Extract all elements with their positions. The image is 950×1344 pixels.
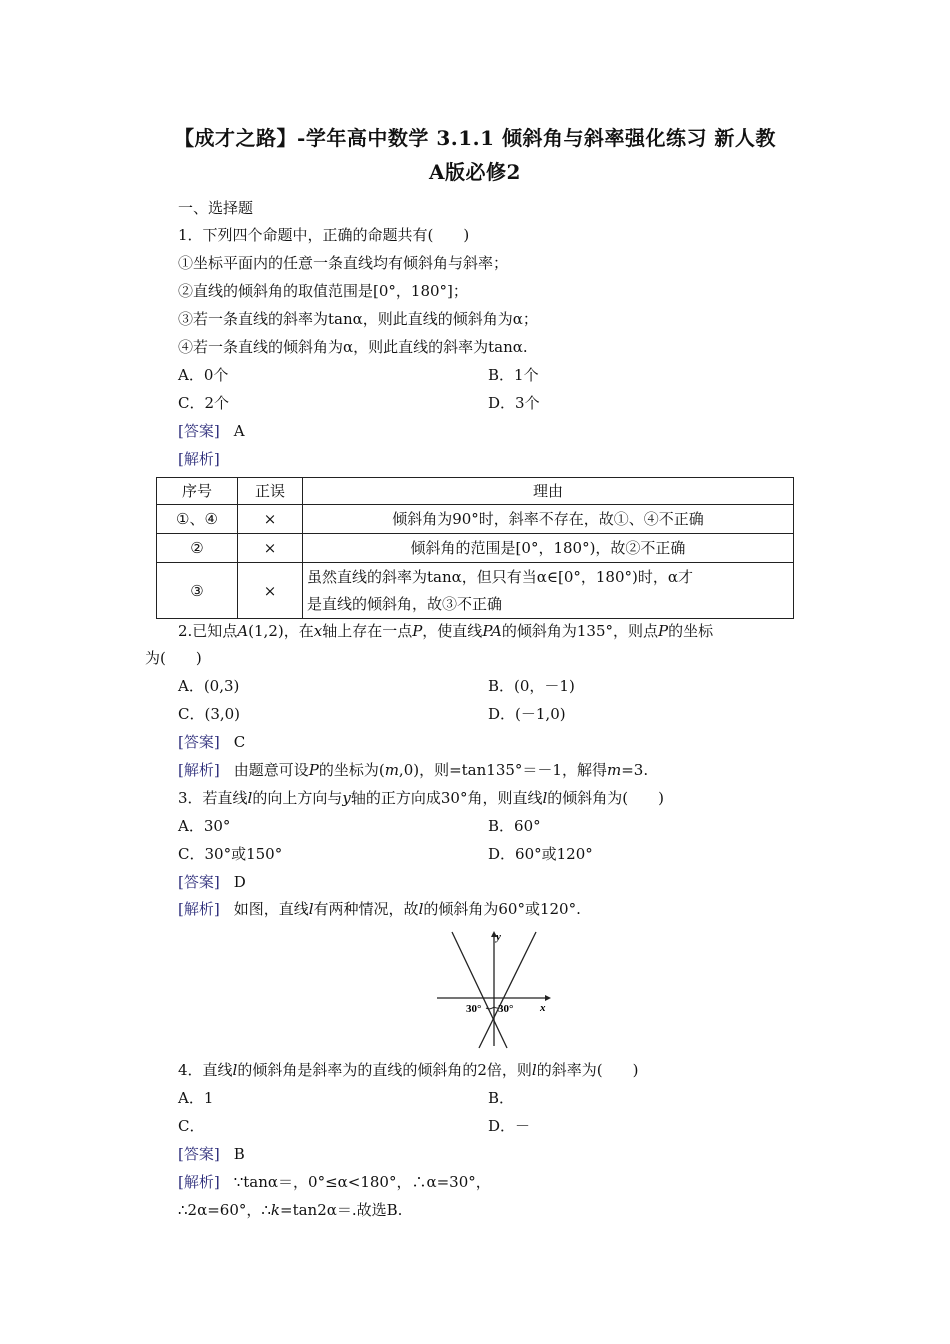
angle-label-right: 30° bbox=[498, 1003, 514, 1015]
table-row bbox=[157, 505, 794, 534]
text: m bbox=[606, 761, 622, 779]
q3-stem bbox=[178, 788, 664, 808]
text: x bbox=[313, 622, 323, 640]
text: 有两种情况，故 bbox=[313, 900, 419, 918]
x-axis-arrow bbox=[545, 995, 551, 1001]
analysis-label: [解析] bbox=[178, 900, 220, 918]
text: k bbox=[270, 1201, 281, 1219]
text: l bbox=[247, 789, 253, 807]
table-cell: ③ bbox=[157, 563, 238, 619]
q2-option-d: D．(－1,0) bbox=[488, 705, 566, 723]
q1-analysis-table bbox=[156, 477, 794, 619]
text: P bbox=[308, 761, 319, 779]
text: ∵tanα＝，0°≤α<180°，∴α=30°， bbox=[233, 1173, 491, 1191]
text: 的斜率为( ) bbox=[536, 1061, 639, 1079]
q3-figure bbox=[432, 928, 552, 1050]
q1-analysis-label bbox=[178, 449, 220, 469]
text: PA bbox=[482, 622, 502, 640]
table-cell-line: 虽然直线的斜率为tanα，但只有当α∈[0°，180°)时，α才 bbox=[307, 567, 694, 586]
table-row bbox=[157, 563, 794, 619]
q3-option-b: B．60° bbox=[488, 817, 541, 835]
text: P bbox=[412, 622, 423, 640]
q2-option-b: B．(0，－1) bbox=[488, 677, 575, 695]
table-cell: 倾斜角的范围是[0°，180°)，故②不正确 bbox=[303, 534, 794, 563]
text: (1,2)，在 bbox=[248, 622, 314, 640]
q4-stem bbox=[178, 1060, 638, 1080]
q1-option-c: C．2个 bbox=[178, 394, 230, 412]
text: 的坐标 bbox=[668, 622, 714, 640]
answer-label: [答案] bbox=[178, 873, 220, 891]
q2-stem-cont: 为( ) bbox=[145, 649, 202, 667]
q4-option-d: D．－ bbox=[488, 1117, 531, 1135]
title-line-1: 【成才之路】-学年高中数学 3.1.1 倾斜角与斜率强化练习 新人教 bbox=[174, 126, 776, 150]
q1-option-a: A．0个 bbox=[178, 366, 229, 384]
analysis-label: [解析] bbox=[178, 761, 220, 779]
q3-option-d: D．60°或120° bbox=[488, 845, 593, 863]
text: l bbox=[542, 789, 548, 807]
text: 3．若直线 bbox=[178, 789, 248, 807]
q1-prop-3: ③若一条直线的斜率为tanα，则此直线的倾斜角为α； bbox=[178, 310, 538, 328]
q2-option-a: A．(0,3) bbox=[178, 677, 240, 695]
text: 4．直线 bbox=[178, 1061, 233, 1079]
text: 轴上存在一点 bbox=[322, 622, 413, 640]
answer-label: [答案] bbox=[178, 733, 220, 751]
table-cell: 倾斜角为90°时，斜率不存在，故①、④不正确 bbox=[303, 505, 794, 534]
table-header: 正误 bbox=[238, 478, 303, 505]
angle-label-left: 30° bbox=[466, 1003, 482, 1015]
text: 的倾斜角为135°，则点 bbox=[501, 622, 659, 640]
table-cell: ①、④ bbox=[157, 505, 238, 534]
q4-answer bbox=[178, 1144, 245, 1164]
table-header: 理由 bbox=[303, 478, 794, 505]
table-cell-line: 是直线的倾斜角，故③不正确 bbox=[307, 594, 503, 613]
q1-prop-1: ①坐标平面内的任意一条直线均有倾斜角与斜率； bbox=[178, 254, 509, 272]
line-l-option-1 bbox=[452, 932, 507, 1048]
title-line-2: A版必修2 bbox=[429, 160, 521, 184]
q1-prop-4: ④若一条直线的倾斜角为α，则此直线的斜率为tanα. bbox=[178, 338, 528, 356]
q4-option-c: C． bbox=[178, 1117, 205, 1135]
line-l-option-2 bbox=[479, 932, 536, 1048]
text: A bbox=[237, 622, 249, 640]
text: 的坐标为( bbox=[318, 761, 385, 779]
q4-analysis-cont bbox=[178, 1200, 402, 1220]
q4-option-b: B． bbox=[488, 1089, 515, 1107]
answer-label: [答案] bbox=[178, 422, 220, 440]
table-cell: × bbox=[238, 505, 303, 534]
text: 2.已知点 bbox=[178, 622, 238, 640]
section-heading: 一、选择题 bbox=[178, 199, 254, 217]
q2-analysis bbox=[178, 760, 648, 780]
text: =3. bbox=[621, 761, 649, 779]
q1-stem: 1．下列四个命题中，正确的命题共有( ) bbox=[178, 226, 470, 244]
table-header: 序号 bbox=[157, 478, 238, 505]
text: ,0)，则=tan135°＝－1，解得 bbox=[398, 761, 607, 779]
text: 如图，直线 bbox=[233, 900, 309, 918]
q3-analysis bbox=[178, 899, 581, 919]
table-cell bbox=[303, 563, 794, 619]
table-row bbox=[157, 534, 794, 563]
q1-answer bbox=[178, 421, 245, 441]
text: l bbox=[232, 1061, 238, 1079]
text: ，使直线 bbox=[422, 622, 483, 640]
text: =tan2α＝.故选B. bbox=[280, 1201, 403, 1219]
answer-value: A bbox=[233, 422, 245, 440]
text: l bbox=[308, 900, 314, 918]
text: 的倾斜角为60°或120°. bbox=[423, 900, 581, 918]
text: y bbox=[342, 789, 351, 807]
analysis-label: [解析] bbox=[178, 1173, 220, 1191]
q2-stem bbox=[178, 621, 713, 641]
page-title bbox=[120, 121, 830, 189]
text: 的倾斜角为( ) bbox=[547, 789, 664, 807]
answer-value: D bbox=[233, 873, 246, 891]
text: 的向上方向与 bbox=[252, 789, 343, 807]
table-cell: × bbox=[238, 563, 303, 619]
q1-option-d: D．3个 bbox=[488, 394, 540, 412]
table-cell: × bbox=[238, 534, 303, 563]
text: l bbox=[418, 900, 424, 918]
q4-analysis bbox=[178, 1172, 491, 1192]
text: 由题意可设 bbox=[233, 761, 309, 779]
q1-option-b: B．1个 bbox=[488, 366, 539, 384]
q2-answer bbox=[178, 732, 245, 752]
q4-option-a: A．1 bbox=[178, 1089, 214, 1107]
table-cell: ② bbox=[157, 534, 238, 563]
answer-value: C bbox=[233, 733, 246, 751]
text: 的倾斜角是斜率为的直线的倾斜角的2倍，则 bbox=[237, 1061, 532, 1079]
text: P bbox=[658, 622, 669, 640]
q3-answer bbox=[178, 872, 246, 892]
text: ∴2α=60°，∴ bbox=[178, 1201, 271, 1219]
x-axis-label: x bbox=[540, 1002, 546, 1014]
text: l bbox=[531, 1061, 537, 1079]
answer-value: B bbox=[233, 1145, 245, 1163]
analysis-label: [解析] bbox=[178, 450, 220, 468]
q1-prop-2: ②直线的倾斜角的取值范围是[0°，180°]； bbox=[178, 282, 468, 300]
y-axis-label: y bbox=[496, 931, 501, 943]
text: 轴的正方向成30°角，则直线 bbox=[350, 789, 543, 807]
text: m bbox=[384, 761, 399, 779]
q2-option-c: C．(3,0) bbox=[178, 705, 241, 723]
answer-label: [答案] bbox=[178, 1145, 220, 1163]
table-header-row bbox=[157, 478, 794, 505]
q3-option-c: C．30°或150° bbox=[178, 845, 283, 863]
q3-option-a: A．30° bbox=[178, 817, 231, 835]
